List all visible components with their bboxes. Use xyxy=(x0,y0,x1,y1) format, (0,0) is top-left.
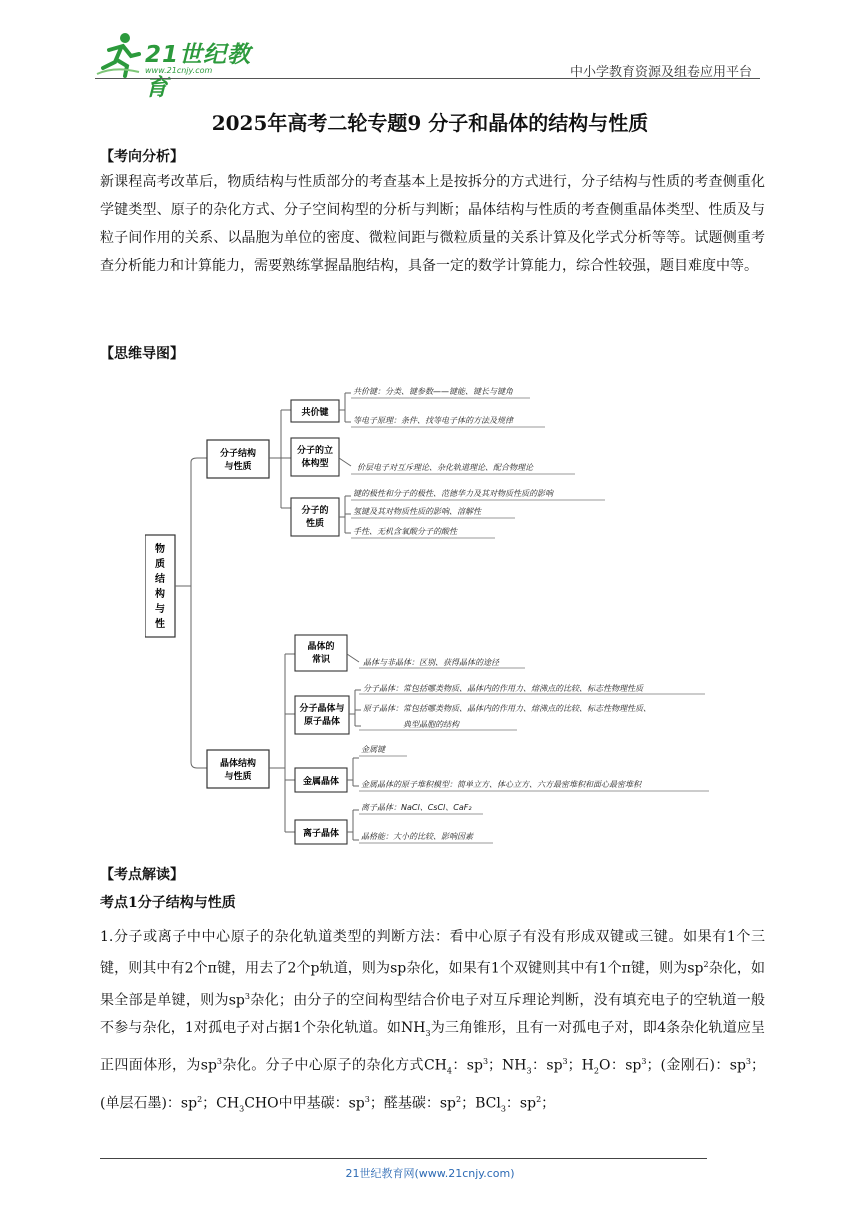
branch-crystal xyxy=(207,750,269,788)
leaf-3: 价层电子对互斥理论、杂化轨道理论、配合物理论 xyxy=(357,463,533,472)
leaf-14: 晶格能：大小的比较、影响因素 xyxy=(361,832,473,841)
page-header xyxy=(95,30,760,101)
node-crystal-basics-label: 晶体的常识 xyxy=(307,642,335,665)
node-shape-label: 分子的立体构型 xyxy=(296,446,334,469)
points-heading: 【考点解读】 xyxy=(100,867,184,883)
analysis-paragraph xyxy=(100,168,765,280)
analysis-heading: 【考向分析】 xyxy=(100,149,184,165)
logo-url: www.21cnjy.com xyxy=(145,66,213,75)
leaf-10: 典型晶胞的结构 xyxy=(403,720,459,729)
platform-label: 中小学教育资源及组卷应用平台 xyxy=(569,65,752,80)
node-property-label: 分子的性质 xyxy=(301,506,329,529)
footer-link[interactable]: 21世纪教育网(www.21cnjy.com) xyxy=(345,1167,515,1180)
node-crystal-basics xyxy=(295,635,347,671)
logo xyxy=(95,30,265,101)
mindmap-heading: 【思维导图】 xyxy=(100,346,184,362)
footer-divider xyxy=(100,1158,707,1159)
node-metal-crystal-label: 金属晶体 xyxy=(302,777,340,787)
root-label: 物质结构与性 xyxy=(155,544,165,630)
leaf-6: 手性、无机含氧酸分子的酸性 xyxy=(353,527,457,536)
leaf-4: 键的极性和分子的极性、范德华力及其对物质性质的影响 xyxy=(353,489,553,498)
leaf-11: 金属键 xyxy=(361,745,385,754)
branch-crystal-label: 晶体结构与性质 xyxy=(219,759,257,782)
branch-molecular-label: 分子结构与性质 xyxy=(219,449,257,472)
node-shape xyxy=(291,438,339,476)
header-divider xyxy=(95,78,760,79)
node-mol-atom-crystal xyxy=(295,696,349,734)
node-covalent-bond-label: 共价键 xyxy=(301,408,329,418)
analysis-text: 新课程高考改革后，物质结构与性质部分的考查基本上是按拆分的方式进行，分子结构与性质的考查侧重化学键类型、原子的杂化方式、分子空间构型的分析与判断；晶体结构与性质的考查侧重晶体类型、性质及与粒子间作用的关系、以晶胞为单位的密度、微粒间距与微粒质量的关系计算及化学式分析等等。试题侧重考查分析能力和计算能力，需要熟练掌握晶胞结构，具备一定的数学计算能力，综合性较强，题目难度中等。 xyxy=(100,174,765,274)
branch-molecular xyxy=(207,440,269,478)
logo-text: 21世纪教育 xyxy=(145,42,252,101)
point1-heading: 考点1分子结构与性质 xyxy=(100,895,236,911)
leaf-9: 原子晶体：常包括哪类物质、晶体内的作用力、熔沸点的比较、标志性物理性质、 xyxy=(363,704,651,713)
node-property xyxy=(291,498,339,536)
node-mol-atom-crystal-label: 分子晶体与原子晶体 xyxy=(299,704,345,727)
point1-paragraph xyxy=(100,923,765,1123)
node-ionic-crystal-label: 离子晶体 xyxy=(302,829,340,839)
runner-icon xyxy=(95,30,143,78)
leaf-2: 等电子原理：条件、找等电子体的方法及规律 xyxy=(353,416,513,425)
leaf-7: 晶体与非晶体：区别、获得晶体的途径 xyxy=(363,658,499,667)
leaf-13: 离子晶体：NaCl、CsCl、CaF₂ xyxy=(361,803,472,812)
leaf-8: 分子晶体：常包括哪类物质、晶体内的作用力、熔沸点的比较、标志性物理性质 xyxy=(363,684,643,693)
mind-map xyxy=(145,380,715,850)
leaf-1: 共价键：分类、键参数——键能、键长与键角 xyxy=(353,387,513,396)
point1-text: 1.分子或离子中中心原子的杂化轨道类型的判断方法：看中心原子有没有形成双键或三键。如果有1个三键，则其中有2个π键，用去了2个p轨道，则为sp杂化，如果有1个双键则其中有1个π键，则为$sp^2$杂化，如果全部是单键，则为$sp^3$杂化；由分子的空间构型结合价电子对互斥理论判断，没有填充电子的空轨道一般不参与杂化，1对孤电子对占据1个杂化轨道。如$NH_3$为三角锥形，且有一对孤电子对，即4条杂化轨道应呈正四面体形，为$sp^3$杂化。分子中心原子的杂化方式$CH_4$：$sp^3$；$NH_3$：$sp^3$；$H_2O$：$sp^3$；(金刚石)：$sp^3$；(单层石墨)：$sp^2$；$CH_3CHO$中甲基碳：$sp^3$；醛基碳：$sp^2$；BCl$_3$：$sp^2$； xyxy=(100,929,766,1114)
page-title: 2025年高考二轮专题9 分子和晶体的结构与性质 xyxy=(211,111,649,135)
leaf-5: 氢键及其对物质性质的影响、溶解性 xyxy=(353,507,481,516)
leaf-12: 金属晶体的原子堆积模型：简单立方、体心立方、六方最密堆积和面心最密堆积 xyxy=(361,780,641,789)
